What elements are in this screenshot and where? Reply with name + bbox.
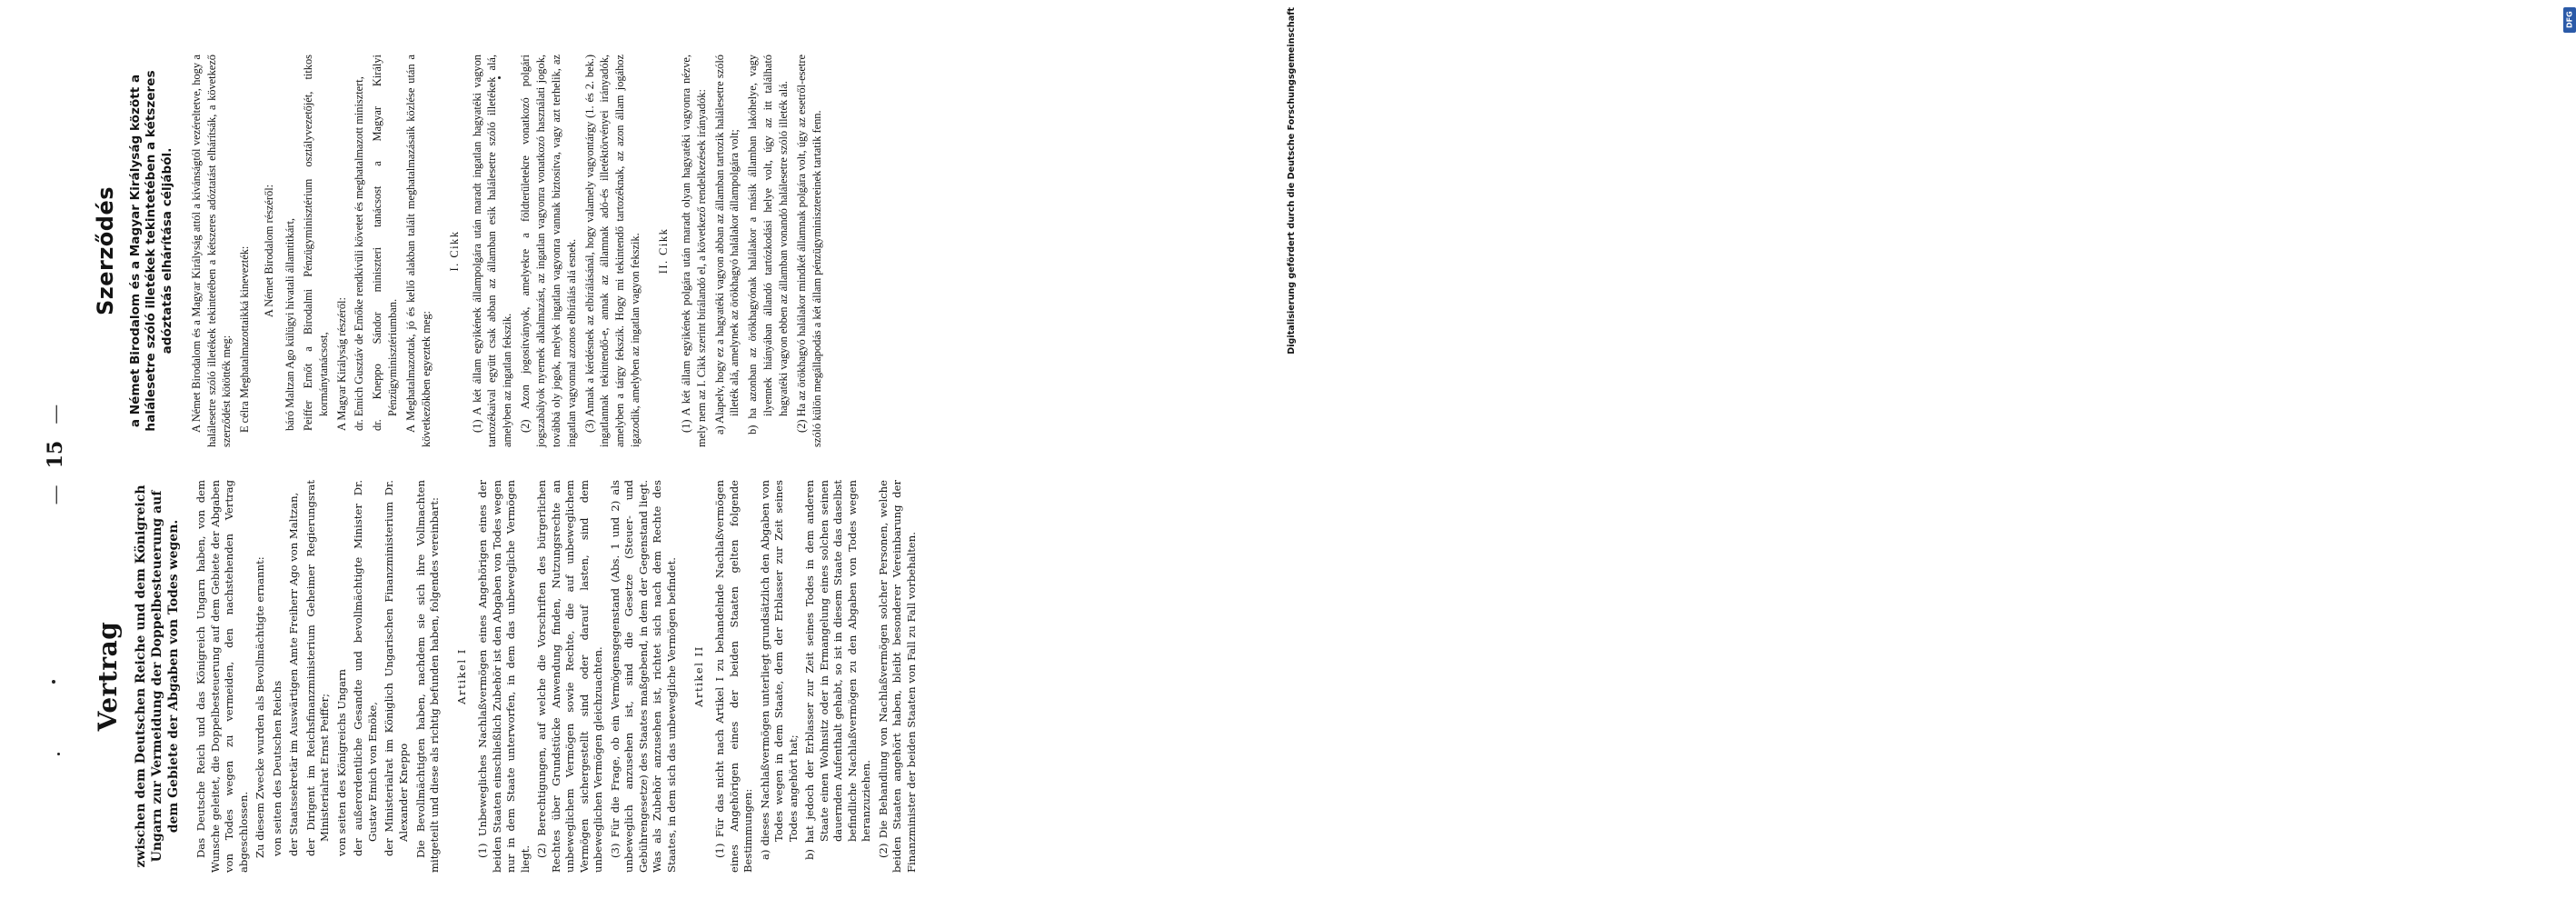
german-plenipotentiary-2: der Dirigent im Reichsfinanzministerium Geheimer Regierungsrat Ministerialrat Ernst Peiffer; [303, 480, 332, 856]
hungarian-column [84, 55, 1165, 447]
hungarian-article-2-item-b: b) ha azonban az örökhagyónak halálakor a másik államban lakóhelye, vagy ilyennek hiányában állandó tartózkodási helye volt, úgy az itt található hagyatéki vagyon ebben az államban vonandó halálesetre szóló illeték alá. [746, 55, 790, 435]
hungarian-article-2-para-1: (1) A két állam egyikének polgára után maradt olyan hagyatéki vagyonra nézve, mely nem az I. Cikk szerint bírálandó el, a következő rendelkezések irányadók: [679, 55, 708, 447]
german-plenipotentiary-4: der Ministerialrat im Königlich Ungarischen Finanzministerium Dr. Alexander Kneppo [383, 480, 410, 856]
hungarian-article-2-heading: II. Cikk [656, 227, 670, 275]
german-column [84, 480, 1165, 873]
german-plenipotentiary-1: der Staatssekretär im Auswärtigen Amte Freiherr Ago von Maltzan, [287, 492, 301, 856]
hungarian-plenipotentiary-2: Peiffer Ernőt a Birodalmi Pénzügyminisztérium osztályvezetőjét, titkos kormánytanácsost, [301, 55, 330, 431]
german-plenipotentiary-3: der außerordentliche Gesandte und bevollmächtigte Minister Dr. Gustav Emich von Emöke, [352, 480, 379, 856]
german-article-1-para-3: (3) Für die Frage, ob ein Vermögensgegenstand (Abs. 1 und 2) als unbeweglich anzusehen ist, sind die Gesetze (Steuer- und Gebührengesetze) des Staates maßgebend, in dem der Gegenstand liegt. Was als Zubehör anzusehen ist, richtet sich nach dem Rechte des Staates, in dem sich das unbewegliche Vermögen befindet. [608, 480, 679, 873]
hungarian-article-1-heading: I. Cikk [447, 230, 461, 272]
hungarian-hungary-side: A Magyar Királyság részéről: [334, 297, 348, 431]
german-article-1-heading: Artikel I [454, 648, 468, 704]
german-hungary-side: von seiten des Königreichs Ungarn [334, 668, 348, 856]
german-reich-side: von seiten des Deutschen Reichs [270, 680, 283, 856]
german-article-2-item-a: a) dieses Nachlaßvermögen unterliegt grundsätzlich den Abgaben von Todes wegen in dem Staate, dem der Erblasser zur Zeit seines Todes angehört hat; [758, 480, 800, 860]
hungarian-plenipotentiary-4: dr. Kneppo Sándor miniszteri tanácsost a Magyar Királyi Pénzügyminisztériumban. [371, 55, 400, 431]
hungarian-plenipotentiary-3: dr. Emich Gusztáv de Emőke rendkívüli követet és meghatalmazott minisztert, [353, 76, 366, 431]
german-article-2-para-2: (2) Die Behandlung von Nachlaßvermögen solcher Personen, welche beiden Staaten angehört haben, bleibt besonderer Vereinbarung der Finanzminister der beiden Staaten von Fall zu Fall vorbehalten. [876, 480, 918, 873]
hungarian-article-1-para-3: (3) Annak a kérdésnek az elbírálásánál, hogy valamely vagyontárgy (1. és 2. bek.) ingatlannak tekintendő-e, annak az államnak adó-és illetéktörvényei irányadók, amelyben a tárgy fekszik. Hogy mi tekintendő tartozéknak, az azon állam jogához igazodik, amelyben az ingatlan vagyon fekszik. [582, 55, 642, 447]
german-plenipotentiaries-intro: Zu diesem Zwecke wurden als Bevollmächtigte ernannt: [254, 556, 267, 858]
hungarian-agreement-intro: A Meghatalmazottak, jó és kellő alakban talált meghatalmazásaik közlése után a következőkben egyeztek meg: [403, 55, 433, 447]
page-number: —15— [44, 404, 67, 505]
hungarian-plenipotentiary-1: báró Maltzan Ago külügyi hivatali államtitkárt, [283, 218, 296, 431]
hungarian-title: Szerződés [93, 185, 118, 316]
hungarian-article-1-para-1: (1) A két állam egyikének állampolgára után maradt ingatlan hagyatéki vagyon tartozékaival együtt csak abban az államban esik halálesetre szóló illetékek alá, amelyben az ingatlan fekszik. [470, 55, 514, 447]
scan-speck [52, 680, 55, 684]
german-article-2-para-1: (1) Für das nicht nach Artikel I zu behandelnde Nachlaßvermögen eines Angehörigen eines der beiden Staaten gelten folgende Bestimmungen: [713, 480, 755, 873]
dfg-logo: DFG [2563, 7, 2576, 33]
rotated-page [0, 0, 1181, 909]
german-article-2-heading: Artikel II [691, 645, 705, 707]
digitization-note: Digitalisierung gefördert durch die Deutsche Forschungsgemeinschaft [1287, 7, 1297, 355]
german-article-1-para-2: (2) Berechtigungen, auf welche die Vorschriften des bürgerlichen Rechtes über Grundstücke Anwendung finden, Nutzungsrechte an unbeweglichem Vermögen sowie Rechte, die auf unbeweglichem Vermögen sichergestellt sind oder darauf lasten, sind dem unbeweglichen Vermögen gleichzuachten. [535, 480, 605, 873]
german-article-1-para-1: (1) Unbewegliches Nachlaßvermögen eines Angehörigen eines der beiden Staaten einschließlich Zubehör ist den Abgaben von Todes wegen nur in dem Staate unterworfen, in dem das unbewegliche Vermögen liegt. [476, 480, 532, 873]
scan-speck [498, 76, 501, 79]
hungarian-article-2-para-2: (2) Ha az örökhagyó halálakor mindkét államnak polgára volt, úgy az esetről-esetre szóló külön megállapodás a két állam pénzügyminisztereinek tartatik fenn. [794, 55, 823, 447]
german-article-2-item-b: b) hat jedoch der Erblasser zur Zeit seines Todes in dem anderen Staate einen Wohnsitz oder in Ermangelung eines solchen seinen dauernden Aufenthalt gehabt, so ist in diesem Staate das daselbst befindliche Nachlaßvermögen zu den Abgaben von Todes wegen heranzuziehen. [803, 480, 873, 860]
hungarian-reich-side: A Német Birodalom részéről: [263, 184, 276, 318]
hungarian-article-2-item-a: a) Alapelv, hogy ez a hagyatéki vagyon abban az államban tartozik halálesetre szóló illeték alá, amelynek az örökhagyó halálakor állampolgára volt; [712, 55, 741, 435]
hungarian-preamble: A Német Birodalom és a Magyar Királyság attól a kívánságtól vezéreltetve, hogy a halálesetre szóló illetékek tekintetében a kétszeres adóztatást elhárítsák, a következő szerződést kötötték meg: [189, 55, 234, 447]
german-title: Vertrag [93, 621, 123, 732]
german-agreement-intro: Die Bevollmächtigten haben, nachdem sie sich ihre Vollmachten mitgeteilt und diese als richtig befunden haben, folgendes vereinbart: [413, 480, 442, 873]
scan-speck [57, 753, 60, 755]
hungarian-plenipotentiaries-intro: E célra Meghatalmazottaikká kinevezték: [238, 245, 252, 433]
german-preamble: Das Deutsche Reich und das Königreich Ungarn haben, von dem Wunsche geleitet, die Doppelbesteuerung auf dem Gebiete der Abgaben von Todes wegen zu vermeiden, den nachstehenden Vertrag abgeschlossen. [194, 480, 250, 873]
hungarian-article-1-para-2: (2) Azon jogosítványok, amelyekre a földterületekre vonatkozó polgári jogszabályok nyernek alkalmazást, az ingatlan vagyonra vonatkozó használati jogok, továbbá oly jogok, melyek ingatlan vagyonra vannak biztosítva, vagy azt terhelik, az ingatlan vagyonnal azonos elbírálás alá esnek. [519, 55, 578, 447]
german-subtitle: zwischen dem Deutschen Reiche und dem Königreich Ungarn zur Vermeidung der Doppelbesteuerung auf dem Gebiete der Abgaben von Todes wegen. [133, 484, 181, 868]
hungarian-subtitle: a Német Birodalom és a Magyar Királyság között a halálesetre szóló illetékek tekintetében a kétszeres adóztatás elhárítása céljából. [127, 70, 174, 432]
